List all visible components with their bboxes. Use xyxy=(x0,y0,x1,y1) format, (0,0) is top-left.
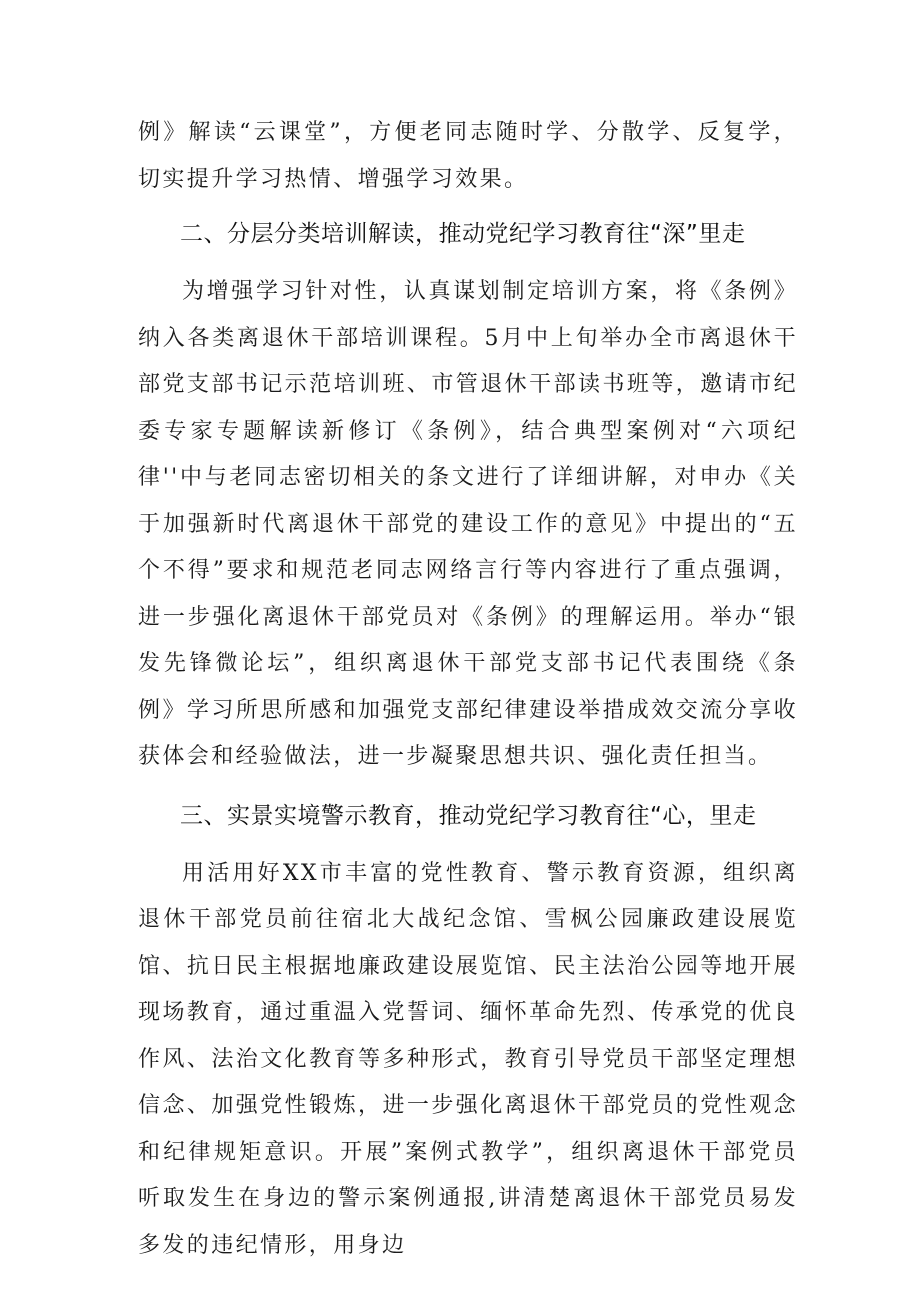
paragraph-training: 为增强学习针对性，认真谋划制定培训方案，将《条例》纳入各类离退休干部培训课程。5月中上旬举办全市离退休干部党支部书记示范培训班、市管退休干部读书班等，邀请市纪委专家专题解读新修订《条例》，结合典型案例对“六项纪律''中与老同志密切相关的条文进行了详细讲解，对申办《关于加强新时代离退休干部党的建设工作的意见》中提出的“五个不得”要求和规范老同志网络言行等内容进行了重点强调，进一步强化离退休干部党员对《条例》的理解运用。举办“银发先锋微论坛”，组织离退休干部党支部书记代表围绕《条例》学习所思所感和加强党支部纪律建设举措成效交流分享收获体会和经验做法，进一步凝聚思想共识、强化责任担当。 xyxy=(138,279,798,769)
paragraph-warning-education: 用活用好XX市丰富的党性教育、警示教育资源，组织离退休干部党员前往宿北大战纪念馆、雪枫公园廉政建设展览馆、抗日民主根据地廉政建设展览馆、民主法治公园等地开展现场教育，通过重温入党誓词、缅怀革命先烈、传承党的优良作风、法治文化教育等多种形式，教育引导党员干部坚定理想信念、加强党性锻炼，进一步强化离退休干部党员的党性观念和纪律规矩意识。开展”案例式教学”，组织离退休干部党员听取发生在身边的警示案例通报,讲清楚离退休干部党员易发多发的违纪情形，用身边 xyxy=(138,860,798,1258)
section-heading-3: 三、实景实境警示教育，推动党纪学习教育往“心，里走 xyxy=(180,802,757,829)
paragraph-continuation: 例》解读“云课堂”，方便老同志随时学、分散学、反复学，切实提升学习热情、增强学习效果。 xyxy=(138,120,798,192)
document-body xyxy=(138,110,798,1269)
section-heading-2: 二、分层分类培训解读，推动党纪学习教育往“深”里走 xyxy=(180,221,746,247)
